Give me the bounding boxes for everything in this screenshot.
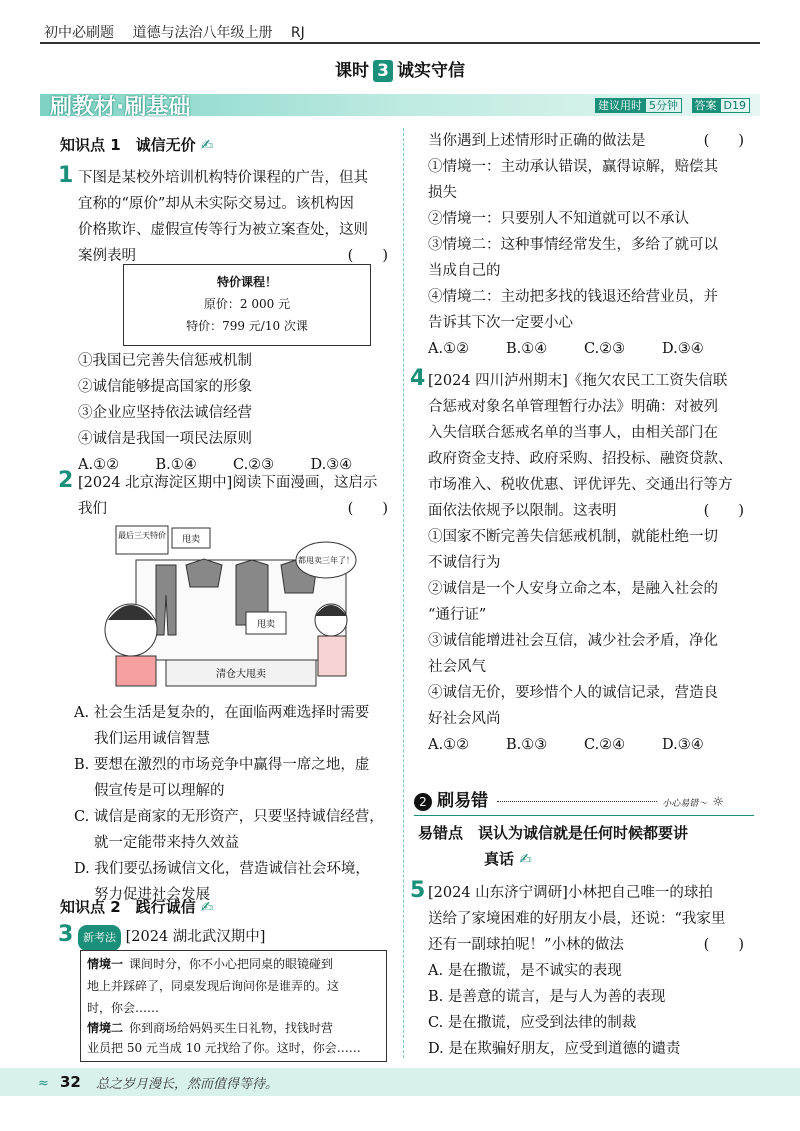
statement-text: ④诚信无价，要珍惜个人的诚信记录，营造良	[428, 685, 718, 701]
statement-item	[428, 628, 744, 680]
subject-name: 道德与法治八年级上册	[132, 25, 273, 41]
statement-item	[428, 524, 744, 576]
knowledge-point-1	[60, 134, 213, 155]
q5-last-line	[428, 932, 744, 958]
knowledge-point-2	[60, 896, 213, 917]
option-a[interactable]: A. 是在撒谎，是不诚实的表现	[428, 963, 622, 979]
lesson-title	[0, 56, 800, 82]
answer-label: 答案	[692, 98, 720, 113]
statement-text: ④情境二：主动把多找的钱退还给营业员，并	[428, 289, 718, 305]
q1-options	[78, 348, 388, 478]
answer-paren: ( )	[347, 248, 388, 264]
time-value: 5分钟	[645, 98, 682, 113]
choice-b[interactable]: B.①④	[506, 341, 548, 357]
q4-choices	[428, 732, 744, 758]
pen-icon: ✍	[519, 850, 532, 868]
ad-special-price: 特价：799 元/10 次课	[186, 319, 308, 333]
choice-b[interactable]: B.①③	[506, 737, 548, 753]
statement-text: 告诉其下次一定要小心	[428, 315, 573, 331]
q3-cont-text: 当你遇到上述情形时正确的做法是	[428, 133, 646, 149]
q1-line: 案例表明	[78, 248, 136, 264]
comic-illustration	[96, 520, 386, 690]
choice-c[interactable]: C.②③	[584, 341, 626, 357]
option-c[interactable]	[74, 804, 390, 856]
q3-header	[78, 924, 265, 951]
scenario-box	[80, 950, 387, 1062]
kp2-text: 知识点 2 践行诚信	[60, 898, 196, 916]
option-c[interactable]: C. 是在撒谎，应受到法律的制裁	[428, 1015, 637, 1031]
statement-text: 社会风气	[428, 659, 486, 675]
scenario-text: 时，你会……	[87, 1001, 160, 1015]
statement-text: ①情境一：主动承认错误，赢得谅解，赔偿其	[428, 159, 718, 175]
section-2-title: 刷易错	[437, 791, 489, 811]
comic-sign-3: 甩卖	[256, 620, 276, 630]
q5-line: 送给了家境困难的好朋友小晨，还说：“我家里	[428, 911, 726, 927]
lesson-number: 3	[373, 60, 393, 82]
running-header	[44, 22, 319, 42]
column-divider	[403, 128, 405, 1058]
q4-line: 政府资金支持、政府采购、招投标、融资贷款、	[428, 451, 733, 467]
statement-text: ③诚信能增进社会互信，减少社会矛盾，净化	[428, 633, 718, 649]
footer-motto: 总之岁月漫长，然而值得等待。	[96, 1077, 279, 1092]
comic-speech-bubble: 都甩卖三年了！	[298, 556, 354, 565]
ad-box	[123, 264, 371, 346]
scenario-text: 课间时分，你不小心把同桌的眼镜碰到	[129, 957, 334, 971]
option-text: D. 我们要弘扬诚信文化，营造诚信社会环境，	[74, 861, 370, 877]
answer-paren: ( )	[703, 133, 744, 149]
choice-a[interactable]: A.①②	[428, 341, 470, 357]
page-number: 32	[60, 1073, 81, 1091]
q1-line: 价格欺诈、虚假宣传等行为被立案查处，这则	[78, 222, 368, 238]
choice-d[interactable]: D.③④	[662, 341, 704, 357]
wrong-point	[418, 822, 688, 843]
q3-continuation	[428, 128, 744, 362]
pen-icon: ✍	[200, 136, 214, 154]
pen-icon: ✍	[200, 898, 214, 916]
q4-stem	[428, 368, 744, 758]
wrong-point-2	[484, 848, 532, 869]
choice-d[interactable]: D.③④	[310, 457, 353, 473]
wrong-text: 真话	[484, 850, 515, 868]
section-2-number: 2	[414, 793, 432, 811]
answer-paren: ( )	[347, 501, 388, 517]
choice-c[interactable]: C.②④	[584, 737, 626, 753]
q2-line: [2024 北京海淀区期中]阅读下面漫画，这启示	[78, 475, 378, 491]
choice-a[interactable]: A.①②	[78, 457, 120, 473]
q1-line: 下图是某校外培训机构特价课程的广告，但其	[78, 170, 368, 186]
statement-text: ②诚信是一个人安身立命之本，是融入社会的	[428, 581, 718, 597]
sun-icon: ☼	[712, 795, 725, 810]
scenario-text: 你到商场给妈妈买生日礼物，找钱时营	[129, 1021, 334, 1035]
lesson-prefix: 课时	[335, 61, 369, 81]
statement-item: ③企业应坚持依法诚信经营	[78, 405, 252, 421]
option-text: C. 诚信是商家的无形资产，只要坚持诚信经营，	[74, 809, 384, 825]
option-text: B. 要想在激烈的市场竞争中赢得一席之地，虚	[74, 757, 370, 773]
option-d[interactable]: D. 是在欺骗好朋友，应受到道德的谴责	[428, 1041, 681, 1057]
option-text: 我们运用诚信智慧	[94, 731, 210, 747]
option-text: 假宣传是可以理解的	[94, 783, 225, 799]
q4-number: 4	[410, 366, 426, 391]
q4-line: [2024 四川泸州期末]《拖欠农民工工资失信联	[428, 373, 728, 389]
statement-text: 好社会风尚	[428, 711, 501, 727]
q2-last-line	[78, 496, 388, 522]
answer-paren: ( )	[703, 937, 744, 953]
statement-text: 不诚信行为	[428, 555, 501, 571]
new-method-tag: 新考法	[78, 925, 121, 951]
q2-options	[74, 700, 390, 908]
wrong-point-rule	[414, 815, 754, 816]
choice-b[interactable]: B.①④	[155, 457, 197, 473]
time-label: 建议用时	[595, 98, 645, 113]
q2-stem	[78, 470, 388, 522]
q3-source: [2024 湖北武汉期中]	[125, 929, 266, 945]
q5-line: [2024 山东济宁调研]小林把自己唯一的球拍	[428, 885, 713, 901]
q4-line: 入失信联合惩戒名单的当事人，由相关部门在	[428, 425, 718, 441]
q5-line: 还有一副球拍呢！”小林的做法	[428, 937, 624, 953]
q3-choices	[428, 336, 744, 362]
scenario-1-label: 情境一	[87, 957, 124, 971]
option-b[interactable]	[74, 752, 390, 804]
comic-banner: 清仓大甩卖	[216, 669, 266, 680]
q1-number: 1	[58, 163, 74, 188]
scenario-2-label: 情境二	[87, 1021, 124, 1035]
q4-line: 市场准入、税收优惠、评优评先、交通出行等方	[428, 477, 733, 493]
wrong-label: 易错点	[418, 824, 464, 842]
answer-value: D19	[720, 98, 750, 113]
comic-sign-2: 甩卖	[181, 535, 201, 545]
option-text: A. 社会生活是复杂的，在面临两难选择时需要	[74, 705, 370, 721]
kp1-text: 知识点 1 诚信无价	[60, 136, 196, 154]
statement-item	[428, 154, 744, 206]
q3-cont-line	[428, 128, 744, 154]
banner-title: 刷教材·刷基础	[50, 95, 191, 120]
choice-c[interactable]: C.②③	[233, 457, 275, 473]
option-a[interactable]	[74, 700, 390, 752]
wrong-text: 误认为诚信就是任何时候都要讲	[478, 824, 689, 842]
section-2-header	[414, 786, 754, 810]
q1-line: 宜称的“原价”却从未实际交易过。该机构因	[78, 196, 354, 212]
lesson-name: 诚实守信	[397, 61, 465, 81]
statement-text: ①国家不断完善失信惩戒机制，就能杜绝一切	[428, 529, 718, 545]
dotted-rule	[497, 801, 657, 802]
scenario-text: 业员把 50 元当成 10 元找给了你。这时，你会……	[87, 1041, 361, 1055]
q5-number: 5	[410, 878, 426, 903]
banner-info	[589, 97, 750, 113]
answer-paren: ( )	[703, 503, 744, 519]
statement-item	[428, 232, 744, 284]
section-banner	[40, 90, 760, 118]
q4-line: 面依法依规予以限制。这表明	[428, 503, 617, 519]
scenario-1	[87, 953, 379, 975]
q4-last-line	[428, 498, 744, 524]
q3-number: 3	[58, 922, 74, 947]
scenario-2	[87, 1017, 379, 1039]
option-text: 努力促进社会发展	[94, 887, 210, 903]
wave-icon: ≈	[38, 1076, 49, 1091]
statement-item	[428, 576, 744, 628]
statement-text: ③情境二：这种事情经常发生，多给了就可以	[428, 237, 718, 253]
q5-stem	[428, 880, 744, 1062]
statement-text: 当成自己的	[428, 263, 501, 279]
ad-original-price: 原价：2 000 元	[203, 297, 291, 311]
statement-item: ②诚信能够提高国家的形象	[78, 379, 252, 395]
statement-text: “通行证”	[428, 607, 487, 623]
header-rule	[40, 42, 760, 44]
q1-stem	[78, 165, 388, 269]
statement-item: ④诚信是我国一项民法原则	[78, 431, 252, 447]
option-text: 就一定能带来持久效益	[94, 835, 239, 851]
option-b[interactable]: B. 是善意的谎言，是与人为善的表现	[428, 989, 666, 1005]
edition: RJ	[290, 25, 305, 41]
section-2-deco: 小心易错～	[662, 799, 708, 809]
statement-item	[428, 284, 744, 336]
statement-text: 损失	[428, 185, 457, 201]
statement-item: ②情境一：只要别人不知道就可以不承认	[428, 211, 689, 227]
scenario-text: 地上并踩碎了，同桌发现后询问你是谁弄的。这	[87, 979, 340, 993]
comic-svg	[96, 520, 386, 690]
q4-line: 合惩戒对象名单管理暂行办法》明确：对被列	[428, 399, 718, 415]
statement-item: ①我国已完善失信惩戒机制	[78, 353, 252, 369]
statement-item	[428, 680, 744, 732]
comic-sign-1: 最后三天特价	[118, 531, 166, 540]
q2-line: 我们	[78, 501, 107, 517]
choice-d[interactable]: D.③④	[662, 737, 704, 753]
ad-title: 特价课程！	[216, 275, 277, 289]
series-name: 初中必刷题	[44, 25, 114, 41]
choice-a[interactable]: A.①②	[428, 737, 470, 753]
q2-number: 2	[58, 468, 74, 493]
